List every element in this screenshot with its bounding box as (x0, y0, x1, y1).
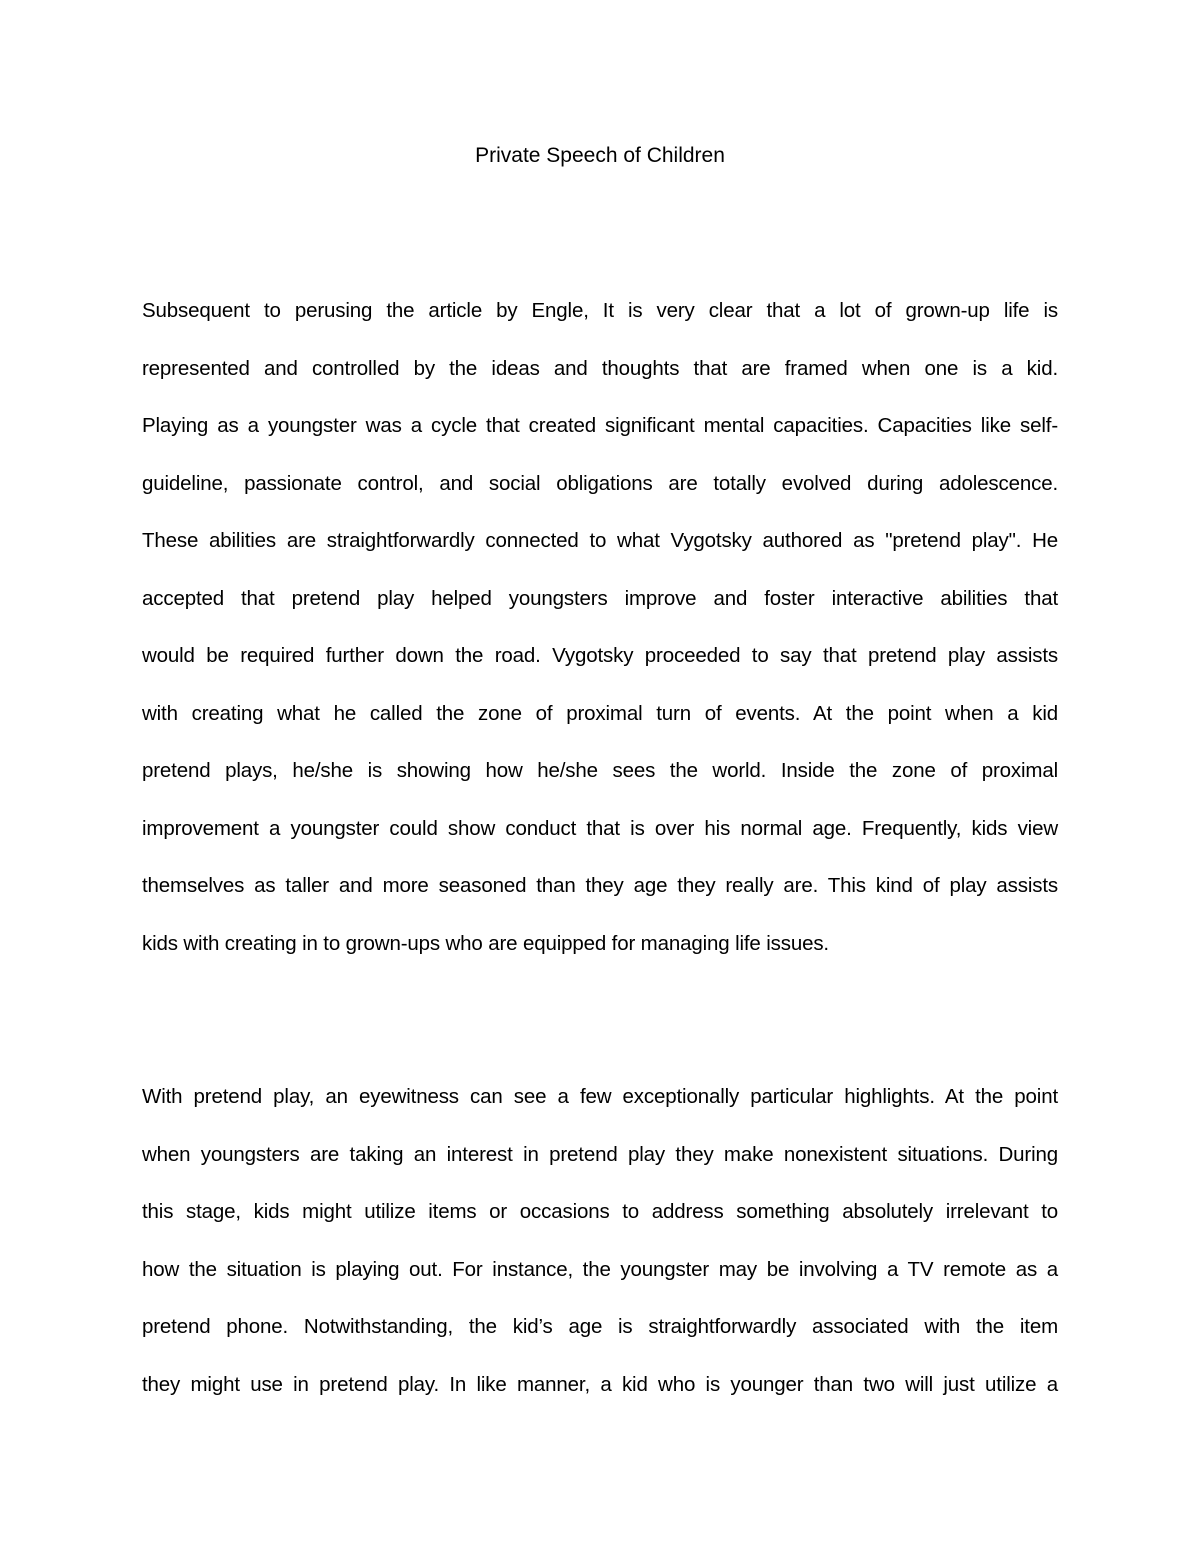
paragraph-line: how the situation is playing out. For instance, the youngster may be involving a TV remote as a (142, 1257, 1058, 1281)
paragraph-line: represented and controlled by the ideas and thoughts that are framed when one is a kid. (142, 356, 1058, 380)
paragraph-line: guideline, passionate control, and social obligations are totally evolved during adolescence. (142, 471, 1058, 495)
paragraph-line: this stage, kids might utilize items or occasions to address something absolutely irrelevant to (142, 1200, 1058, 1223)
paragraph-line: Playing as a youngster was a cycle that created significant mental capacities. Capacities like self- (142, 414, 1058, 437)
document-title: Private Speech of Children (475, 144, 725, 167)
paragraph-2 (142, 1082, 1058, 1427)
paragraph-line: pretend plays, he/she is showing how he/she sees the world. Inside the zone of proximal (142, 759, 1058, 782)
paragraph-line: kids with creating in to grown-ups who are equipped for managing life issues. (142, 931, 829, 955)
paragraph-line: pretend phone. Notwithstanding, the kid’s age is straightforwardly associated with the item (142, 1315, 1058, 1338)
paragraph-line: themselves as taller and more seasoned than they age they really are. This kind of play assists (142, 874, 1058, 897)
paragraph-line: they might use in pretend play. In like manner, a kid who is younger than two will just utilize a (142, 1372, 1058, 1396)
paragraph-1 (142, 296, 1058, 986)
paragraph-line: These abilities are straightforwardly connected to what Vygotsky authored as "pretend play". He (142, 529, 1058, 552)
paragraph-line: Subsequent to perusing the article by Engle, It is very clear that a lot of grown-up life is (142, 299, 1058, 322)
paragraph-line: improvement a youngster could show conduct that is over his normal age. Frequently, kids view (142, 816, 1058, 840)
paragraph-line: accepted that pretend play helped youngsters improve and foster interactive abilities that (142, 586, 1058, 610)
paragraph-line: would be required further down the road. Vygotsky proceeded to say that pretend play assists (142, 644, 1058, 667)
paragraph-line: with creating what he called the zone of proximal turn of events. At the point when a kid (142, 701, 1058, 725)
paragraph-line: when youngsters are taking an interest in pretend play they make nonexistent situations. During (142, 1142, 1058, 1166)
paragraph-line: With pretend play, an eyewitness can see a few exceptionally particular highlights. At the point (142, 1085, 1058, 1108)
